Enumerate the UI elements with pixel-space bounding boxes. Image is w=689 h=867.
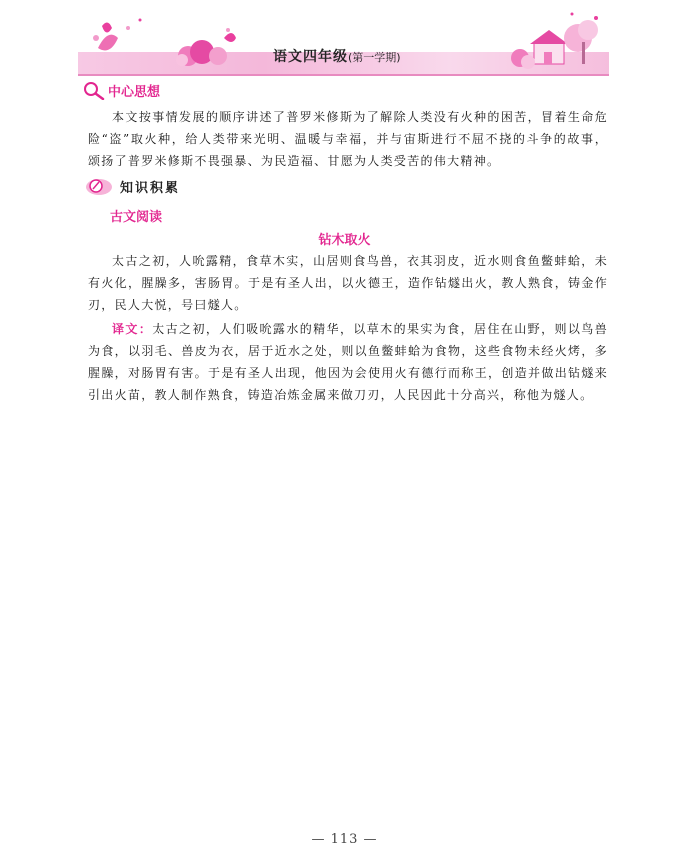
knowledge-title: 知识积累 bbox=[120, 180, 181, 196]
translation-label: 译文： bbox=[112, 322, 153, 336]
central-idea-text: 本文按事情发展的顺序讲述了普罗米修斯为了解除人类没有火种的困苦，冒着生命危险“盗”取火种，给人类带来光明、温暖与幸福，并与宙斯进行不屈不挠的斗争的故事，颂扬了普罗米修斯不畏强暴、为民造福、甘愿为人类受苦的伟大精神。 bbox=[88, 110, 608, 168]
translation-text: 太古之初，人们吸吮露水的精华，以草木的果实为食，居住在山野，则以鸟兽为食，以羽毛、兽皮为衣，居于近水之处，则以鱼鳖蚌蛤为食物，这些食物未经火烤，多腥臊，对肠胃有害。于是有圣人出现，他因为会使用火有德行而称王，创造并做出钻燧来引出火苗，教人制作熟食，铸造冶炼金属来做刀刃，人民因此十分高兴，称他为燧人。 bbox=[88, 322, 609, 402]
header-title-sub: (第一学期) bbox=[348, 51, 401, 64]
header-divider bbox=[78, 74, 609, 76]
central-idea-heading bbox=[82, 80, 160, 100]
magnifier-icon bbox=[82, 80, 106, 100]
classical-reading-title: 古文阅读 bbox=[110, 210, 163, 225]
classical-reading-heading bbox=[110, 206, 162, 225]
original-text: 太古之初，人吮露精，食草木实，山居则食鸟兽，衣其羽皮，近水则食鱼鳖蚌蛤，未有火化，腥臊多，害肠胃。于是有圣人出，以火德王，造作钻燧出火，教人熟食，铸金作刃，民人大悦，号曰燧人。 bbox=[88, 254, 608, 312]
pen-badge-icon bbox=[84, 176, 114, 196]
decorative-house-icon bbox=[508, 8, 609, 74]
knowledge-heading bbox=[84, 176, 180, 196]
page-header-title bbox=[273, 46, 401, 66]
decorative-flowers-icon bbox=[78, 8, 238, 74]
header-title-main: 语文四年级 bbox=[273, 49, 348, 65]
article-title: 钻木取火 bbox=[318, 233, 371, 248]
translation-paragraph bbox=[88, 318, 608, 406]
central-idea-title: 中心思想 bbox=[108, 84, 161, 100]
page-header bbox=[78, 8, 609, 76]
page-number: — 113 — bbox=[311, 832, 378, 847]
